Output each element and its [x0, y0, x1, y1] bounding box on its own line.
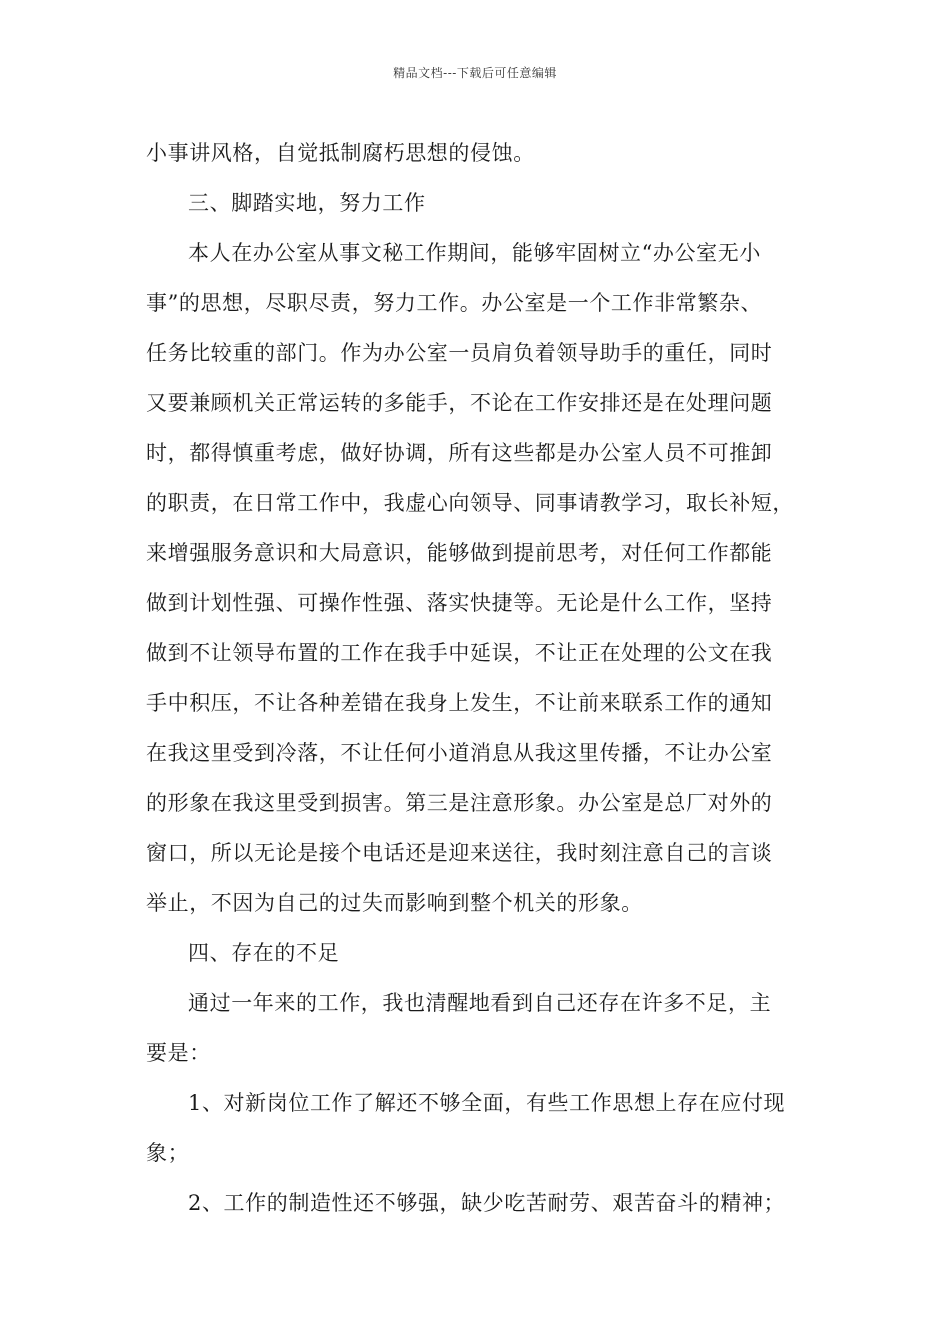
document-body: [146, 128, 826, 1228]
text-line: 任务比较重的部门。作为办公室一员肩负着领导助手的重任，同时: [146, 341, 773, 365]
text-line: 窗口，所以无论是接个电话还是迎来送往，我时刻注意自己的言谈: [146, 841, 773, 865]
text-line: 做到不让领导布置的工作在我手中延误，不让正在处理的公文在我: [146, 641, 773, 665]
section-heading: 四、存在的不足: [188, 941, 340, 965]
text-line: 象；: [146, 1141, 190, 1165]
text-line: 事”的思想，尽职尽责，努力工作。办公室是一个工作非常繁杂、: [146, 291, 763, 315]
text-line: 要是：: [146, 1041, 211, 1065]
text-line: 又要兼顾机关正常运转的多能手，不论在工作安排还是在处理问题: [146, 391, 773, 415]
text-line: 时，都得慎重考虑，做好协调，所有这些都是办公室人员不可推卸: [146, 441, 773, 465]
text-line: 在我这里受到冷落，不让任何小道消息从我这里传播，不让办公室: [146, 741, 773, 765]
section-heading: 三、脚踏实地，努力工作: [188, 191, 426, 215]
text-line: 做到计划性强、可操作性强、落实快捷等。无论是什么工作，坚持: [146, 591, 773, 615]
text-line: 通过一年来的工作，我也清醒地看到自己还存在许多不足，主: [188, 991, 772, 1015]
text-line: 举止，不因为自己的过失而影响到整个机关的形象。: [146, 891, 643, 915]
text-line: 的职责，在日常工作中，我虚心向领导、同事请教学习，取长补短，: [146, 491, 794, 515]
text-line: 的形象在我这里受到损害。第三是注意形象。办公室是总厂对外的: [146, 791, 773, 815]
text-line: 本人在办公室从事文秘工作期间，能够牢固树立“办公室无小: [188, 241, 761, 265]
text-line: 手中积压，不让各种差错在我身上发生，不让前来联系工作的通知: [146, 691, 773, 715]
page-header: 精品文档---下载后可任意编辑: [393, 66, 557, 80]
text-line: 小事讲风格，自觉抵制腐朽思想的侵蚀。: [146, 141, 535, 165]
list-item: 2、工作的制造性还不够强，缺少吃苦耐劳、艰苦奋斗的精神；: [188, 1191, 786, 1215]
text-line: 来增强服务意识和大局意识，能够做到提前思考，对任何工作都能: [146, 541, 773, 565]
list-item: 1、对新岗位工作了解还不够全面，有些工作思想上存在应付现: [188, 1091, 786, 1115]
